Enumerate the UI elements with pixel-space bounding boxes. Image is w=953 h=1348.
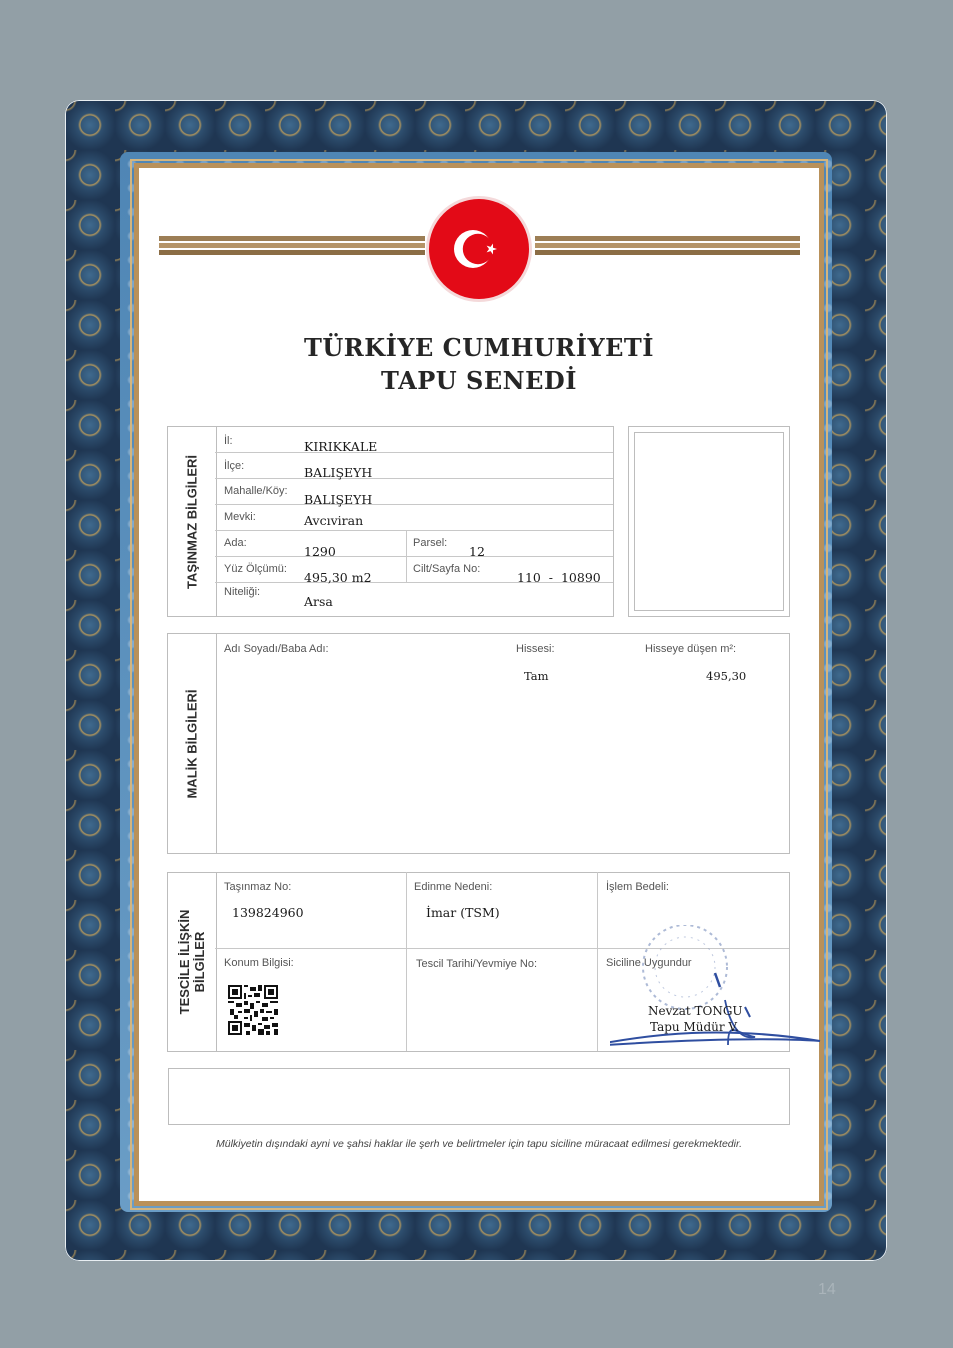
share-header: Hissesi: (516, 643, 555, 655)
mahalle-value: BALIŞEYH (304, 492, 373, 507)
cilt-sayfa-label: Cilt/Sayfa No: (413, 563, 481, 575)
niteligi-label: Niteliği: (224, 586, 261, 598)
owner-info-box (167, 633, 790, 854)
siciline-uygundur-label: Siciline Uygundur (606, 957, 692, 969)
header-stripe-right (535, 236, 800, 256)
signer-title: Tapu Müdür V. (650, 1020, 739, 1034)
parsel-label: Parsel: (413, 537, 448, 549)
mevki-label: Mevki: (224, 511, 256, 523)
official-stamp-and-signature (610, 925, 825, 1055)
il-label: İl: (224, 435, 233, 447)
tasinmaz-no-value: 139824960 (232, 905, 304, 920)
registration-section-label: TESCİLE İLİŞKİN BİLGİLER (168, 873, 217, 1051)
mevki-value: Avcıviran (304, 513, 364, 528)
signer-name: Nevzat TONGU (648, 1004, 743, 1018)
ada-label: Ada: (224, 537, 247, 549)
ada-value: 1290 (304, 544, 336, 559)
qr-code-icon (228, 985, 278, 1035)
share-value: Tam (524, 669, 549, 683)
edinme-nedeni-value: İmar (TSM) (426, 905, 500, 920)
konum-bilgisi-label: Konum Bilgisi: (224, 957, 294, 969)
document-title: TÜRKİYE CUMHURİYETİ (304, 333, 654, 362)
yuz-olcumu-value: 495,30 m2 (304, 570, 372, 585)
ilce-value: BALIŞEYH (304, 465, 373, 480)
tasinmaz-no-label: Taşınmaz No: (224, 881, 292, 893)
footnote: Mülkiyetin dışındaki ayni ve şahsi haklar ile şerh ve belirtmeler için tapu siciline müracaat edilmesi gerekmektedir. (216, 1138, 742, 1150)
mahalle-label: Mahalle/Köy: (224, 485, 288, 497)
turkish-flag-emblem (429, 199, 529, 299)
owner-section-label: MALİK BİLGİLERİ (168, 634, 217, 853)
share-area-value: 495,30 (706, 669, 747, 683)
niteligi-value: Arsa (304, 594, 333, 609)
parsel-value: 12 (469, 544, 485, 559)
annotation-box (168, 1068, 790, 1125)
edinme-nedeni-label: Edinme Nedeni: (414, 881, 493, 893)
document-subtitle: TAPU SENEDİ (381, 366, 577, 395)
share-area-header: Hisseye düşen m²: (645, 643, 737, 655)
page-number: 14 (818, 1281, 836, 1298)
photo-placeholder (628, 426, 790, 617)
tescil-tarihi-label: Tescil Tarihi/Yevmiye No: (416, 958, 538, 970)
il-value: KIRIKKALE (304, 439, 378, 454)
ilce-label: İlçe: (224, 460, 245, 472)
header-stripe-left (159, 236, 425, 256)
owner-name-header: Adı Soyadı/Baba Adı: (224, 643, 329, 655)
yuz-olcumu-label: Yüz Ölçümü: (224, 563, 287, 575)
turkish-crescent-star-icon (429, 199, 529, 299)
islem-bedeli-label: İşlem Bedeli: (606, 881, 669, 893)
cilt-sayfa-value: 110 - 10890 (517, 570, 601, 585)
property-section-label: TAŞINMAZ BİLGİLERİ (168, 427, 217, 616)
